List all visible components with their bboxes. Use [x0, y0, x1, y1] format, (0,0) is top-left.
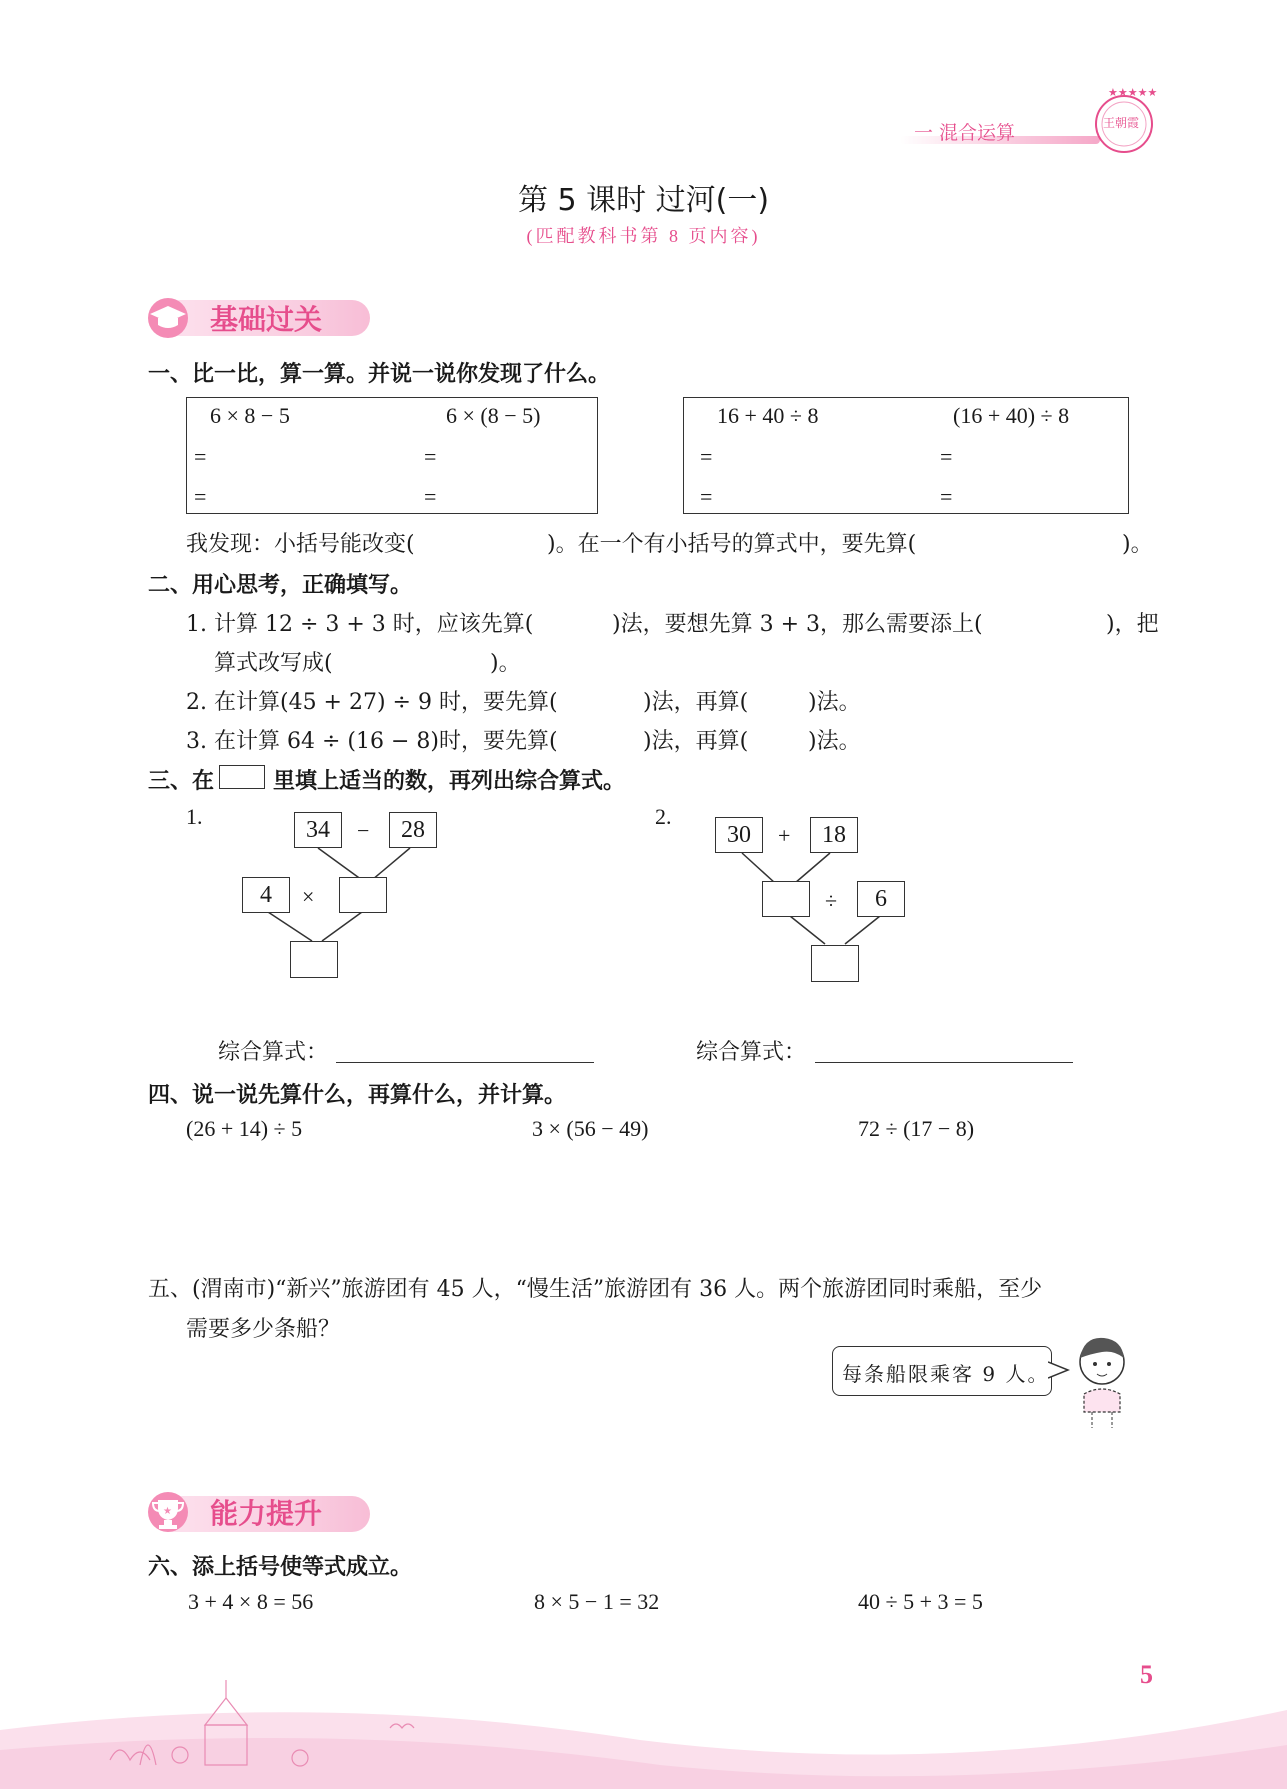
q1-discover-c: )。	[1122, 532, 1153, 557]
q3-heading-b: 里填上适当的数，再列出综合算式。	[273, 768, 626, 794]
q3-d2-blank-1[interactable]	[762, 881, 810, 917]
q6-expr-1: 3 + 4 × 8 = 56	[188, 1589, 314, 1614]
q3-d2-box-b: 18	[810, 817, 858, 853]
q3-d2-op1: +	[778, 823, 791, 848]
q2-item1-c: )，把	[1106, 612, 1159, 637]
svg-text:★: ★	[163, 1506, 172, 1517]
q4-expr-2: 3 × (56 − 49)	[532, 1116, 649, 1141]
q3-d1-box-b: 28	[389, 812, 437, 848]
q3-formula-label-2: 综合算式：	[696, 1040, 807, 1065]
q2-item1-a: 1. 计算 12 ÷ 3 + 3 时，应该先算(	[186, 612, 534, 637]
section-label-basic: 基础过关	[210, 303, 323, 336]
q1-box1-eq: =	[424, 444, 437, 469]
q6-expr-2: 8 × 5 − 1 = 32	[534, 1589, 660, 1614]
q1-box1-eq: =	[194, 444, 207, 469]
brand-logo-text: 王朝霞	[1103, 116, 1140, 130]
q2-item1-b: )法，要想先算 3 + 3，那么需要添上(	[612, 612, 983, 637]
q3-d2-box-a: 30	[715, 817, 763, 853]
q4-expr-3: 72 ÷ (17 − 8)	[858, 1116, 975, 1141]
q3-d1-box-c: 4	[242, 877, 290, 913]
q2-heading: 二、用心思考，正确填写。	[148, 572, 413, 598]
q1-box1-eq: =	[194, 484, 207, 509]
q1-box2-eq: =	[940, 444, 953, 469]
q3-d2-box-c: 6	[857, 881, 905, 917]
q3-d1-op2: ×	[302, 884, 315, 909]
page-title: 第 5 课时 过河(一)	[517, 183, 770, 218]
q3-d1-box-a: 34	[294, 812, 342, 848]
page-number: 5	[1140, 1660, 1153, 1689]
q3-d1-blank-1[interactable]	[339, 877, 387, 913]
q3-heading-a: 三、在	[148, 768, 215, 794]
q5-line-2: 需要多少条船？	[186, 1317, 341, 1342]
q1-box2-eq: =	[700, 484, 713, 509]
q6-expr-3: 40 ÷ 5 + 3 = 5	[858, 1589, 983, 1614]
q3-d2-op2: ÷	[825, 888, 838, 913]
q1-box1-eq: =	[424, 484, 437, 509]
q3-d1-blank-2[interactable]	[290, 941, 338, 978]
q1-box1-expr-a: 6 × 8 − 5	[210, 403, 290, 428]
q2-item1-d: 算式改写成(	[214, 651, 333, 676]
q2-item3-c: )法。	[808, 729, 861, 754]
q5-line-1: 五、(渭南市)“新兴”旅游团有 45 人，“慢生活”旅游团有 36 人。两个旅游团同时乘船，至少	[148, 1277, 1043, 1302]
page-subtitle: (匹配教科书第 8 页内容)	[526, 226, 761, 246]
header-section: 一 混合运算	[914, 122, 1016, 144]
q2-item3-b: )法，再算(	[643, 729, 749, 754]
q1-discover-a: 我发现：小括号能改变(	[186, 532, 415, 557]
q1-box1-expr-b: 6 × (8 − 5)	[446, 403, 541, 428]
q3-d2-blank-2[interactable]	[811, 945, 859, 982]
trophy-icon	[144, 1490, 194, 1540]
speech-bubble-tail	[1048, 1360, 1072, 1380]
q3-formula-line-2[interactable]	[815, 1038, 1073, 1063]
q1-discover-b: )。在一个有小括号的算式中，要先算(	[547, 532, 917, 557]
q4-expr-1: (26 + 14) ÷ 5	[186, 1116, 303, 1141]
q3-formula-label-1: 综合算式：	[218, 1040, 329, 1065]
q2-item2-c: )法。	[808, 690, 861, 715]
q3-d2-number: 2.	[655, 804, 672, 829]
q6-heading: 六、添上括号使等式成立。	[148, 1554, 413, 1580]
q3-formula-line-1[interactable]	[336, 1038, 594, 1063]
boy-illustration	[1070, 1334, 1134, 1434]
footer-wave	[0, 1640, 1287, 1789]
q1-box2-eq: =	[940, 484, 953, 509]
q2-item2-b: )法，再算(	[643, 690, 749, 715]
q1-box2-eq: =	[700, 444, 713, 469]
q3-d1-number: 1.	[186, 804, 203, 829]
speech-bubble-text: 每条船限乘客 9 人。	[842, 1362, 1050, 1386]
q1-box2-expr-b: (16 + 40) ÷ 8	[953, 403, 1070, 428]
q2-item2-a: 2. 在计算(45 + 27) ÷ 9 时，要先算(	[186, 690, 558, 715]
q4-heading: 四、说一说先算什么，再算什么，并计算。	[148, 1082, 567, 1108]
section-label-advanced: 能力提升	[210, 1497, 323, 1530]
q3-d1-op1: −	[357, 818, 370, 843]
q2-item3-a: 3. 在计算 64 ÷ (16 − 8)时，要先算(	[186, 729, 558, 754]
svg-text:★★★★★: ★★★★★	[1108, 86, 1158, 99]
q2-item1-e: )。	[490, 651, 521, 676]
q1-box2-expr-a: 16 + 40 ÷ 8	[717, 403, 819, 428]
q1-heading: 一、比一比，算一算。并说一说你发现了什么。	[148, 361, 611, 387]
